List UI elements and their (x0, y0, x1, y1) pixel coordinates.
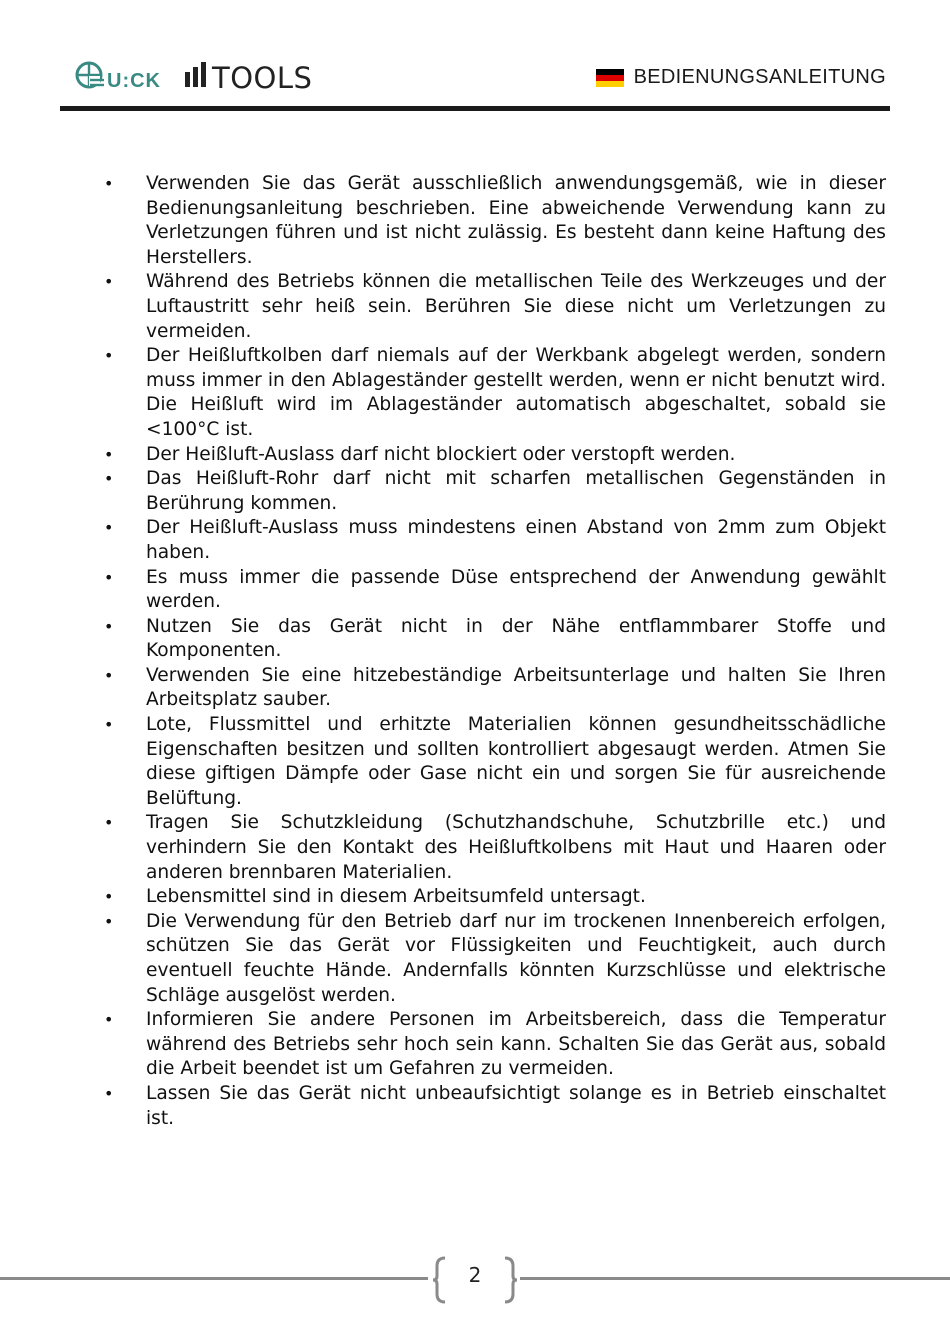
left-bracket-icon (432, 1256, 448, 1304)
bullet-item: • Der Heißluftkolben darf niemals auf der Werkbank abgelegt werden, sondern muss immer in den Ablageständer gestellt werden, wenn er nicht benutzt wird. Die Heißluft wird im Ablageständer automatisch abgeschaltet, sobald sie <100°C ist. (100, 344, 886, 442)
page-header (0, 0, 950, 112)
document-type (596, 66, 886, 89)
bullet-item: • Die Verwendung für den Betrieb darf nur im trockenen Innenbereich erfolgen, schützen Sie das Gerät vor Flüssigkeiten und Feuchtigkeit, auch durch eventuell feuchte Hände. Andernfalls könnten Kurzschlüsse und elektrische Schläge ausgelöst werden. (100, 910, 886, 1008)
bullet-item: • Das Heißluft-Rohr darf nicht mit scharfen metallischen Gegenständen in Berührung kommen. (100, 467, 886, 516)
footer-rule-right (520, 1277, 950, 1280)
flag-stripe-gold (596, 81, 624, 87)
bullet-item: • Informieren Sie andere Personen im Arbeitsbereich, dass die Temperatur während des Betriebs sehr hoch sein kann. Schalten Sie das Gerät aus, sobald die Arbeit beendet ist um Gefahren zu vermeiden. (100, 1008, 886, 1082)
bullet-item: • Während des Betriebs können die metallischen Teile des Werkzeuges und der Luftaustritt sehr heiß sein. Berühren Sie diese nicht um Verletzungen zu vermeiden. (100, 270, 886, 344)
bullet-item: • Lebensmittel sind in diesem Arbeitsumfeld untersagt. (100, 885, 886, 910)
bullet-list (100, 172, 886, 1131)
bullet-item: • Verwenden Sie das Gerät ausschließlich anwendungsgemäß, wie in dieser Bedienungsanleitung beschrieben. Eine abweichende Verwendung kann zu Verletzungen führen und ist nicht zulässig. Es besteht dann keine Haftung des Herstellers. (100, 172, 886, 270)
page-number: 2 (468, 1263, 482, 1287)
page-footer (0, 1250, 950, 1310)
bullet-item: • Nutzen Sie das Gerät nicht in der Nähe entflammbarer Stoffe und Komponenten. (100, 615, 886, 664)
footer-rule-left (0, 1277, 428, 1280)
bullet-item: • Der Heißluft-Auslass muss mindestens einen Abstand von 2mm zum Objekt haben. (100, 516, 886, 565)
bullet-item: • Der Heißluft-Auslass darf nicht blockiert oder verstopft werden. (100, 443, 886, 468)
bullet-item: • Verwenden Sie eine hitzebeständige Arbeitsunterlage und halten Sie Ihren Arbeitsplatz sauber. (100, 664, 886, 713)
logo-text-tools: TOOLS (212, 61, 313, 94)
bullet-item: • Lassen Sie das Gerät nicht unbeaufsichtigt solange es in Betrieb einschaltet ist. (100, 1082, 886, 1131)
bullet-item: • Tragen Sie Schutzkleidung (Schutzhandschuhe, Schutzbrille etc.) und verhindern Sie den Kontakt des Heißluftkolbens mit Haut und Haaren oder anderen brennbaren Materialien. (100, 811, 886, 885)
document-type-label: BEDIENUNGSANLEITUNG (633, 66, 886, 88)
bullet-item: • Es muss immer die passende Düse entsprechend der Anwendung gewählt werden. (100, 566, 886, 615)
right-bracket-icon (502, 1256, 518, 1304)
bullet-item: • Lote, Flussmittel und erhitzte Materialien können gesundheitsschädliche Eigenschaften besitzen und sollten kontrolliert abgesaugt werden. Atmen Sie diese giftigen Dämpfe oder Gase nicht ein und sorgen Sie für ausreichende Belüftung. (100, 713, 886, 811)
header-divider (60, 106, 890, 111)
quicktools-logo (74, 58, 314, 94)
logo-text-quick: U:CK (107, 70, 161, 92)
german-flag-icon (596, 69, 624, 87)
safety-instructions (100, 172, 886, 1131)
